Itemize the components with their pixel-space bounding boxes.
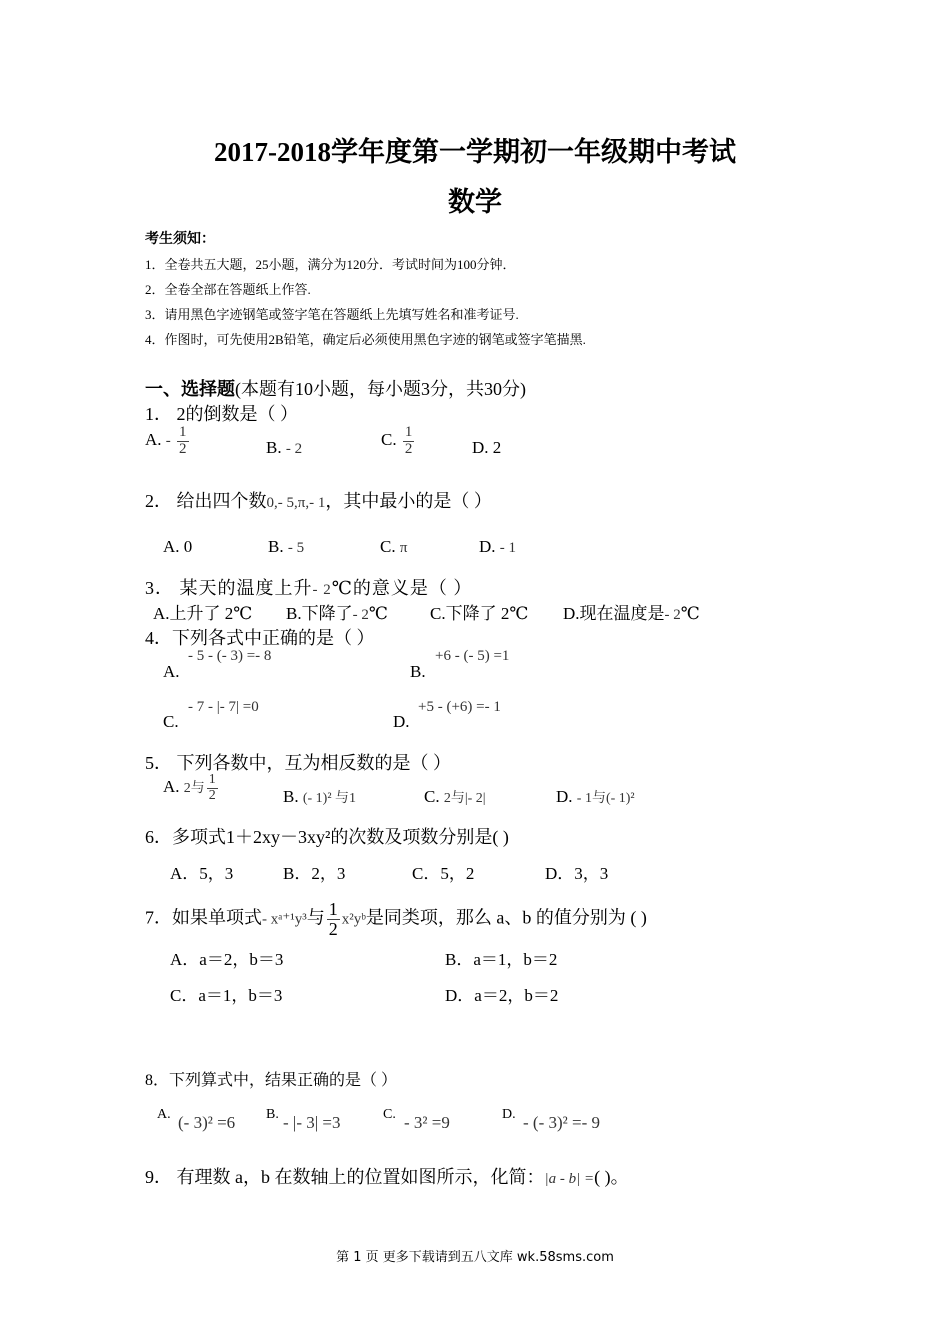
page-footer: 第 1 页 更多下载请到五八文库 wk.58sms.com [336, 1250, 614, 1265]
notice-item: 1．全卷共五大题，25小题，满分为120分．考试时间为100分钟． [145, 257, 516, 272]
q6-option-c: C．5，2 [412, 864, 475, 883]
q5-stem: 5． 下列各数中，互为相反数的是（ ） [145, 753, 451, 773]
stem-math: 0,- 5,π,- 1 [266, 495, 326, 511]
notice-item: 2．全卷全部在答题纸上作答. [145, 282, 311, 297]
denominator: 2 [328, 918, 338, 939]
stem-text: 与 [306, 907, 325, 928]
q8-option-c-label: C. [383, 1107, 396, 1122]
stem-text: ( )。 [594, 1167, 629, 1187]
q5-option-d [556, 787, 635, 807]
option-label: D. [479, 537, 496, 556]
denominator: 2 [208, 787, 216, 803]
stem-math: - 2 [312, 582, 332, 598]
option-math: - 1 [499, 540, 517, 556]
fraction [177, 425, 189, 458]
option-math: (- 1)² 与1 [302, 791, 357, 806]
section-heading [145, 375, 526, 401]
q8-option-d-label: D. [502, 1107, 516, 1122]
stem-text: 是同类项，那么 a、b 的值分别为 ( ) [365, 907, 647, 928]
q6-option-a: A．5，3 [170, 864, 234, 883]
q4-option-a-label: A. [163, 662, 180, 681]
option-label: B. [268, 537, 284, 556]
q8-option-a-math: (- 3)² =6 [178, 1113, 236, 1132]
option-math: - 1与(- 1)² [576, 791, 635, 806]
q8-option-d-math: - (- 3)² =- 9 [523, 1113, 600, 1132]
q1-stem: 1． 2的倒数是（ ） [145, 404, 298, 424]
q4-option-c-label: C. [163, 712, 179, 731]
numerator: 1 [208, 772, 216, 787]
option-label: A. [145, 430, 162, 450]
stem-text: 7．如果单项式 [145, 907, 262, 928]
q5-option-b [283, 787, 356, 807]
option-math: - 2 [285, 441, 303, 457]
q4-stem: 4．下列各式中正确的是（ ） [145, 628, 375, 648]
option-label: C. [381, 430, 397, 450]
numerator: 1 [328, 899, 338, 919]
q5-option-a [163, 773, 220, 803]
q4-option-b-label: B. [410, 662, 426, 681]
q2-option-b [268, 537, 304, 557]
stem-text: ℃的意义是（ ） [331, 578, 473, 598]
denominator: 2 [404, 440, 413, 457]
q8-option-b-label: B. [266, 1107, 279, 1122]
option-math: - 2 [352, 607, 369, 623]
q7-option-d: D．a＝2，b＝2 [445, 986, 559, 1005]
q8-option-a-label: A. [157, 1107, 171, 1122]
option-math: - 2 [664, 607, 681, 623]
fraction [403, 425, 415, 458]
option-text: ℃ [368, 604, 388, 623]
q7-option-c: C．a＝1，b＝3 [170, 986, 283, 1005]
monomial: - xᵃ⁺¹y³ [262, 911, 307, 928]
q6-option-b: B．2，3 [283, 864, 346, 883]
option-label: C. [380, 537, 396, 556]
option-label: C. [424, 787, 440, 806]
q2-option-d [479, 537, 516, 557]
q1-option-c [381, 425, 416, 458]
option-math: π [399, 540, 408, 556]
stem-text: 2． 给出四个数 [145, 491, 267, 511]
notice-item: 3．请用黑色字迹钢笔或签字笔在答题纸上先填写姓名和准考证号. [145, 307, 519, 322]
option-text: ℃ [680, 604, 700, 623]
option-text: B.下降了 [286, 604, 353, 623]
q1-option-d: D. 2 [472, 438, 502, 457]
q8-option-c-math: - 3² =9 [404, 1113, 450, 1132]
q3-option-c: C.下降了 2℃ [430, 604, 529, 623]
notice-heading: 考生须知： [145, 232, 215, 247]
q9-stem [145, 1163, 629, 1189]
fraction [327, 900, 340, 939]
option-math: - 5 [287, 540, 305, 556]
q4-option-d-label: D. [393, 712, 410, 731]
subject-title: 数学 [448, 187, 502, 217]
stem-text: ，其中最小的是（ ） [325, 491, 492, 511]
section-title: 一、选择题 [145, 379, 235, 399]
q4-option-b-math: +6 - (- 5) =1 [435, 648, 510, 664]
option-math: 2与 [183, 781, 205, 797]
option-label: A. [163, 777, 180, 797]
stem-text: 3． 某天的温度上升 [145, 578, 313, 598]
option-text: D.现在温度是 [563, 604, 665, 623]
q1-option-b [266, 438, 302, 458]
q6-option-d: D．3，3 [545, 864, 609, 883]
q7-option-a: A．a＝2，b＝3 [170, 950, 284, 969]
q4-option-d-math: +5 - (+6) =- 1 [418, 699, 501, 715]
q4-option-a-math: - 5 - (- 3) =- 8 [188, 648, 272, 664]
q7-option-b: B．a＝1，b＝2 [445, 950, 558, 969]
q6-stem: 6．多项式1＋2xy－3xy²的次数及项数分别是( ) [145, 827, 509, 847]
q7-stem [145, 900, 647, 939]
fraction [207, 773, 218, 803]
q3-option-b [286, 599, 388, 624]
exam-title: 2017-2018学年度第一学期初一年级期中考试 [214, 137, 736, 167]
q2-stem [145, 487, 492, 513]
q8-stem: 8．下列算式中，结果正确的是（ ） [145, 1072, 398, 1089]
option-label: B. [266, 438, 282, 457]
monomial: x²yᵇ [341, 911, 366, 928]
stem-text: 9． 有理数 a，b 在数轴上的位置如图所示，化简： [145, 1167, 545, 1187]
q1-option-a [145, 425, 191, 458]
q2-option-c [380, 537, 407, 557]
option-label: D. [556, 787, 573, 806]
numerator: 1 [404, 424, 413, 440]
notice-item: 4．作图时，可先使用2B铅笔，确定后必须使用黑色字迹的钢笔或签字笔描黑. [145, 332, 586, 347]
denominator: 2 [179, 440, 187, 457]
option-math: 2与|- 2| [443, 791, 486, 806]
q5-option-c [424, 787, 486, 807]
stem-math: |a - b| = [544, 1171, 595, 1187]
q3-stem [145, 574, 472, 600]
q3-option-a: A.上升了 2℃ [153, 604, 253, 623]
section-note: (本题有10小题，每小题3分，共30分) [235, 379, 526, 399]
q4-option-c-math: - 7 - |- 7| =0 [188, 699, 259, 715]
option-label: B. [283, 787, 299, 806]
minus-sign: - [165, 433, 171, 450]
numerator: 1 [179, 424, 187, 440]
q2-option-a: A. 0 [163, 537, 193, 556]
q8-option-b-math: - |- 3| =3 [283, 1113, 341, 1132]
q3-option-d [563, 599, 700, 624]
